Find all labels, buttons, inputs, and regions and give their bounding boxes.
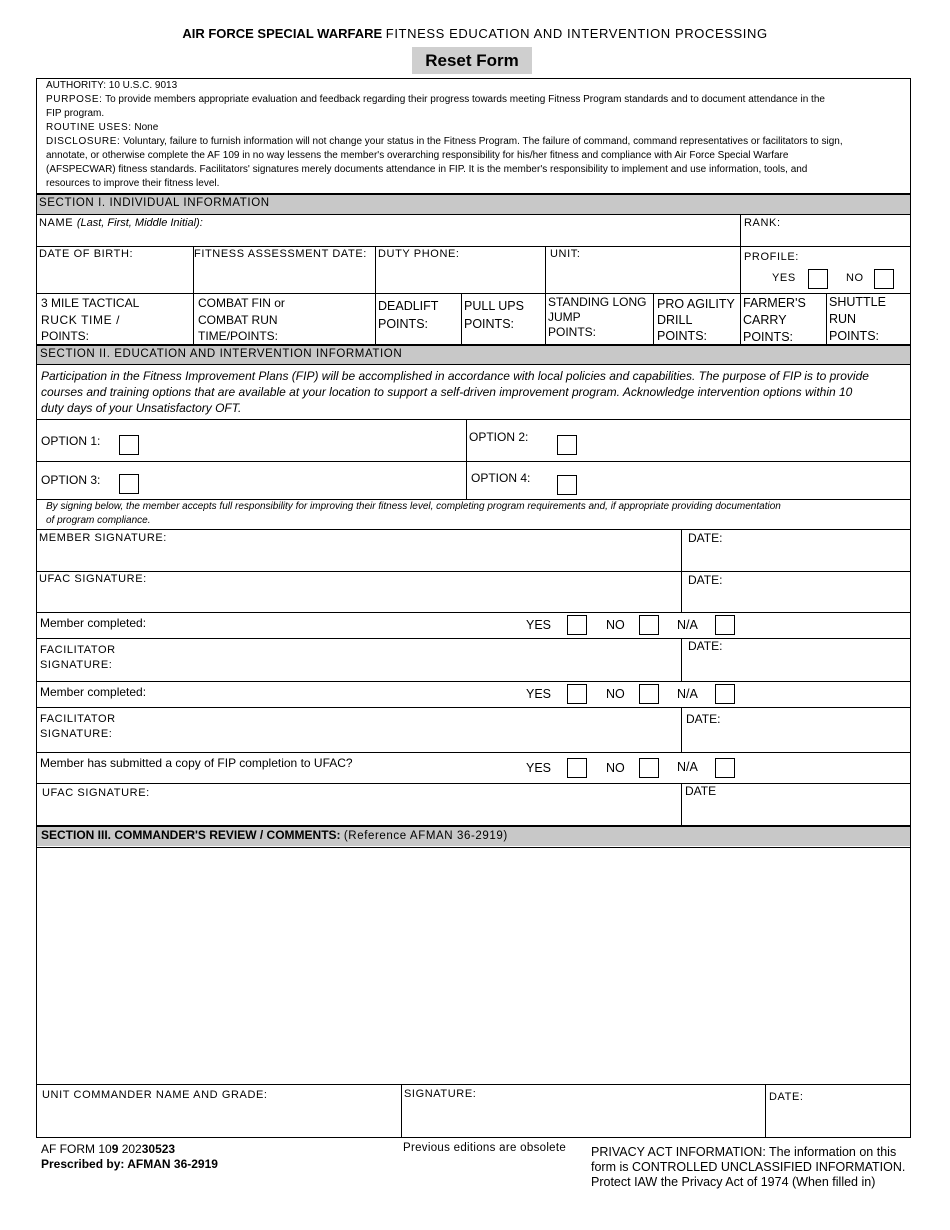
completed2-no-label: NO xyxy=(606,687,625,701)
event-slj-line3: POINTS: xyxy=(548,325,597,339)
event-combat-line2: COMBAT RUN xyxy=(198,312,278,327)
routine-uses xyxy=(46,122,158,134)
fip-copy-na-label: N/A xyxy=(677,760,698,774)
member-signature-date-field[interactable] xyxy=(730,531,908,569)
commander-name-label: UNIT COMMANDER NAME AND GRADE: xyxy=(42,1089,268,1101)
event-deadlift[interactable] xyxy=(378,297,438,333)
form-top-border xyxy=(36,78,911,79)
disclosure-text: Voluntary, failure to furnish information will not change your status in the Fitness Program. The failure of command, command representatives or facilitators to sign, xyxy=(123,136,843,147)
facilitator1-line1: FACILITATOR xyxy=(40,644,116,656)
completed1-yes-label: YES xyxy=(526,618,552,632)
option2-field[interactable] xyxy=(586,424,904,458)
dob-divider xyxy=(193,246,194,344)
option4-label: OPTION 4: xyxy=(471,471,531,485)
fac1-rule xyxy=(36,681,911,682)
disclosure-line-4: resources to improve their fitness level. xyxy=(46,178,220,189)
ufac2-date-field[interactable] xyxy=(730,785,908,823)
facilitator1-date-label: DATE: xyxy=(688,639,723,653)
member-completed-label-2: Member completed: xyxy=(40,685,147,699)
facilitator1-date-field[interactable] xyxy=(730,640,908,679)
phone-divider xyxy=(545,246,546,344)
options-bottom-rule xyxy=(36,499,911,500)
form-bottom-border xyxy=(36,1137,911,1138)
completed2-no-checkbox[interactable] xyxy=(639,684,659,704)
privacy-line-2: form is CONTROLLED UNCLASSIFIED INFORMATION. xyxy=(591,1160,906,1174)
unit-label: UNIT: xyxy=(550,248,581,260)
event-pullups-line1: PULL UPS xyxy=(464,299,524,313)
section1-heading: SECTION I. INDIVIDUAL INFORMATION xyxy=(39,197,270,209)
duty-phone-field[interactable] xyxy=(377,262,543,292)
facilitator1-line2: SIGNATURE: xyxy=(40,659,113,671)
option1-field[interactable] xyxy=(148,424,458,458)
name-hint: (Last, First, Middle Initial): xyxy=(76,217,203,229)
event-pullups[interactable] xyxy=(464,297,524,333)
profile-no-label: NO xyxy=(846,272,864,284)
option3-label: OPTION 3: xyxy=(41,473,101,487)
completed2-yes-label: YES xyxy=(526,687,552,701)
fip-copy-question: Member has submitted a copy of FIP completion to UFAC? xyxy=(40,756,353,770)
commander-comments-field[interactable] xyxy=(38,849,909,1082)
event-farmer-line1: FARMER'S xyxy=(743,296,806,310)
event-shuttle-line1: SHUTTLE xyxy=(829,295,886,309)
ufac-signature-date-field[interactable] xyxy=(730,573,908,610)
ufac-sig-rule xyxy=(36,612,911,613)
rank-label: RANK: xyxy=(744,217,781,229)
form-title xyxy=(0,27,950,42)
section2-rule xyxy=(36,364,911,365)
fip-copy-no-checkbox[interactable] xyxy=(639,758,659,778)
event-agility-line1: PRO AGILITY xyxy=(657,297,735,311)
ufac2-date-label: DATE xyxy=(685,784,717,798)
privacy-line-1: PRIVACY ACT INFORMATION: The information on this xyxy=(591,1145,897,1159)
fac2-date-divider xyxy=(681,707,682,752)
facilitator-signature-field-2[interactable] xyxy=(130,709,678,749)
fip-copy-yes-checkbox[interactable] xyxy=(567,758,587,778)
acknowledgment-line-2: of program compliance. xyxy=(46,515,151,526)
event-pro-agility[interactable] xyxy=(657,296,735,344)
event-ruck-line1: 3 MILE TACTICAL xyxy=(41,296,140,310)
event-shuttle-line2: RUN xyxy=(829,312,857,326)
member-signature-field[interactable] xyxy=(180,531,678,569)
form-left-border xyxy=(36,78,37,1138)
options-mid-rule xyxy=(36,461,911,462)
unit-field[interactable] xyxy=(547,262,738,292)
disclosure-line-2: annotate, or otherwise complete the AF 109 in no way lessens the member's overarching responsibility for his/her fitness and compliance with Air Force Special Warfare xyxy=(46,150,789,161)
section3-reference: (Reference AFMAN 36-2919) xyxy=(343,830,508,842)
completed1-na-label: N/A xyxy=(677,618,698,632)
event-deadlift-line1: DEADLIFT xyxy=(378,299,439,313)
fad-field[interactable] xyxy=(195,262,373,292)
fip-intro-line-3: duty days of your Unsatisfactory OFT. xyxy=(41,401,242,415)
completed1-na-checkbox[interactable] xyxy=(715,615,735,635)
purpose-line-1 xyxy=(46,94,825,106)
disclosure-line-1 xyxy=(46,136,843,148)
commander-signature-label: SIGNATURE: xyxy=(404,1088,477,1100)
reset-form-button[interactable]: Reset Form xyxy=(412,47,532,74)
privacy-act-info xyxy=(591,1145,905,1190)
purpose-line-2: FIP program. xyxy=(46,108,105,119)
fad-label: FITNESS ASSESSMENT DATE: xyxy=(194,248,367,260)
completed1-yes-checkbox[interactable] xyxy=(567,615,587,635)
deadlift-divider xyxy=(461,293,462,344)
form-title-bold: AIR FORCE SPECIAL WARFARE xyxy=(182,26,383,41)
commander-sig-divider xyxy=(401,1084,402,1137)
privacy-line-3: Protect IAW the Privacy Act of 1974 (When filled in) xyxy=(591,1175,876,1189)
dob-label: DATE OF BIRTH: xyxy=(39,248,134,260)
completed1-rule xyxy=(36,638,911,639)
fac2-rule xyxy=(36,752,911,753)
completed2-na-label: N/A xyxy=(677,687,698,701)
facilitator2-date-label: DATE: xyxy=(686,712,721,726)
option2-checkbox[interactable] xyxy=(557,435,577,455)
facilitator2-line1: FACILITATOR xyxy=(40,713,116,725)
fip-copy-rule xyxy=(36,783,911,784)
member-sig-rule xyxy=(36,571,911,572)
form-number-prefix: AF FORM 10 xyxy=(41,1142,112,1156)
event-agility-line3: POINTS: xyxy=(657,329,708,343)
event-ruck[interactable] xyxy=(41,295,139,345)
event-combat-line3: TIME/POINTS: xyxy=(198,329,279,343)
form-number-year: 202 xyxy=(118,1142,142,1156)
ufac-signature-field-2[interactable] xyxy=(160,785,678,823)
profile-label: PROFILE: xyxy=(744,251,799,263)
commander-signature-field[interactable] xyxy=(404,1103,762,1135)
ufac-signature-label: UFAC SIGNATURE: xyxy=(39,573,147,585)
ufac-signature-label-2: UFAC SIGNATURE: xyxy=(42,787,150,799)
rank-divider xyxy=(740,214,741,345)
slj-divider xyxy=(653,293,654,344)
commander-date-field[interactable] xyxy=(768,1106,908,1135)
form-number xyxy=(41,1143,175,1157)
profile-no-checkbox[interactable] xyxy=(874,269,894,289)
dob-field[interactable] xyxy=(38,262,191,292)
ack-bottom-rule xyxy=(36,529,911,530)
rank-field[interactable] xyxy=(790,215,908,245)
event-combat-line1: COMBAT FIN or xyxy=(198,296,285,310)
completed2-yes-checkbox[interactable] xyxy=(567,684,587,704)
completed1-no-checkbox[interactable] xyxy=(639,615,659,635)
event-standing-long-jump[interactable] xyxy=(548,295,646,340)
routine-label: ROUTINE USES: xyxy=(46,122,132,133)
acknowledgment-line-1: By signing below, the member accepts full responsibility for improving their fitness level, completing program requirements and, if appropriate providing documentation xyxy=(46,501,781,512)
name-label xyxy=(39,217,203,230)
farmer-divider xyxy=(826,293,827,344)
facilitator-signature-field-1[interactable] xyxy=(130,640,678,679)
fip-copy-na-checkbox[interactable] xyxy=(715,758,735,778)
member-completed-label-1: Member completed: xyxy=(40,616,147,630)
purpose-label: PURPOSE: xyxy=(46,94,103,105)
prescribed-by: Prescribed by: AFMAN 36-2919 xyxy=(41,1157,218,1171)
option4-checkbox[interactable] xyxy=(557,475,577,495)
event-combat-fin[interactable] xyxy=(198,295,285,345)
completed1-no-label: NO xyxy=(606,618,625,632)
name-row-rule xyxy=(36,246,911,247)
info-row-rule xyxy=(36,293,911,294)
completed2-na-checkbox[interactable] xyxy=(715,684,735,704)
fip-intro-line-1: Participation in the Fitness Improvement Plans (FIP) will be accomplished in accordance with local policies and capabilities. The purpose of FIP is to provide xyxy=(41,369,869,383)
name-label-text: NAME xyxy=(39,217,74,229)
event-slj-line2: JUMP xyxy=(548,310,581,324)
ufac-signature-date-label: DATE: xyxy=(688,573,723,587)
event-slj-line1: STANDING LONG xyxy=(548,295,647,309)
intro-bottom-rule xyxy=(36,419,911,420)
member-signature-label: MEMBER SIGNATURE: xyxy=(39,532,167,544)
commander-name-field[interactable] xyxy=(40,1104,398,1135)
routine-text: None xyxy=(134,122,159,133)
section2-heading: SECTION II. EDUCATION AND INTERVENTION INFORMATION xyxy=(40,348,403,360)
option3-field[interactable] xyxy=(148,464,458,497)
commander-date-divider xyxy=(765,1084,766,1137)
option1-checkbox[interactable] xyxy=(119,435,139,455)
event-farmer-line2: CARRY xyxy=(743,313,787,327)
option2-label: OPTION 2: xyxy=(469,430,529,444)
name-field[interactable] xyxy=(230,215,738,245)
option4-field[interactable] xyxy=(586,464,904,497)
ufac2-date-divider xyxy=(681,783,682,825)
fad-divider xyxy=(375,246,376,344)
event-agility-line2: DRILL xyxy=(657,313,693,327)
facilitator2-line2: SIGNATURE: xyxy=(40,728,113,740)
completed2-rule xyxy=(36,707,911,708)
event-farmers-carry[interactable] xyxy=(743,295,806,346)
section3-heading: SECTION III. COMMANDER'S REVIEW / COMMENTS: xyxy=(41,828,341,842)
fip-intro-line-2: courses and training options that are available at your location to support a self-driven improvement program. Acknowledge intervention options within 10 xyxy=(41,385,853,399)
option3-checkbox[interactable] xyxy=(119,474,139,494)
commander-date-label: DATE: xyxy=(769,1091,804,1103)
form-title-rest: FITNESS EDUCATION AND INTERVENTION PROCESSING xyxy=(385,26,768,41)
options-divider xyxy=(466,419,467,499)
fip-copy-yes-label: YES xyxy=(526,761,552,775)
event-shuttle-run[interactable] xyxy=(829,294,886,345)
member-signature-date-label: DATE: xyxy=(688,531,723,545)
fac1-date-divider xyxy=(681,638,682,681)
section3-rule xyxy=(36,847,911,848)
section3-heading-line xyxy=(41,829,508,843)
event-ruck-line2: RUCK TIME / xyxy=(41,312,121,327)
event-shuttle-line3: POINTS: xyxy=(829,329,880,343)
form-number-9: 9 xyxy=(111,1142,119,1156)
option1-label: OPTION 1: xyxy=(41,434,101,448)
ufac-signature-field[interactable] xyxy=(160,573,678,610)
fip-copy-no-label: NO xyxy=(606,761,625,775)
event-ruck-line3: POINTS: xyxy=(41,329,90,343)
event-deadlift-line2: POINTS: xyxy=(378,317,429,331)
profile-yes-checkbox[interactable] xyxy=(808,269,828,289)
facilitator-signature-label-2 xyxy=(40,712,116,742)
purpose-text: To provide members appropriate evaluation and feedback regarding their progress towards meeting Fitness Program standards and to document attendance in the xyxy=(105,94,825,105)
previous-editions: Previous editions are obsolete xyxy=(403,1142,567,1154)
authority-text: AUTHORITY: 10 U.S.C. 9013 xyxy=(46,80,178,91)
facilitator2-date-field[interactable] xyxy=(730,709,908,749)
facilitator-signature-label-1 xyxy=(40,643,116,673)
duty-phone-label: DUTY PHONE: xyxy=(378,248,460,260)
event-pullups-line2: POINTS: xyxy=(464,317,515,331)
comments-bottom-rule xyxy=(36,1084,911,1085)
event-farmer-line3: POINTS: xyxy=(743,330,794,344)
profile-yes-label: YES xyxy=(772,272,796,284)
disclosure-label: DISCLOSURE: xyxy=(46,136,121,147)
form-right-border xyxy=(910,78,911,1138)
disclosure-line-3: (AFSPECWAR) fitness standards. Facilitators' signatures merely documents attendance in FIP. It is the member's responsibility to implement and use information, tools, and xyxy=(46,164,808,175)
form-number-date: 30523 xyxy=(141,1142,176,1156)
